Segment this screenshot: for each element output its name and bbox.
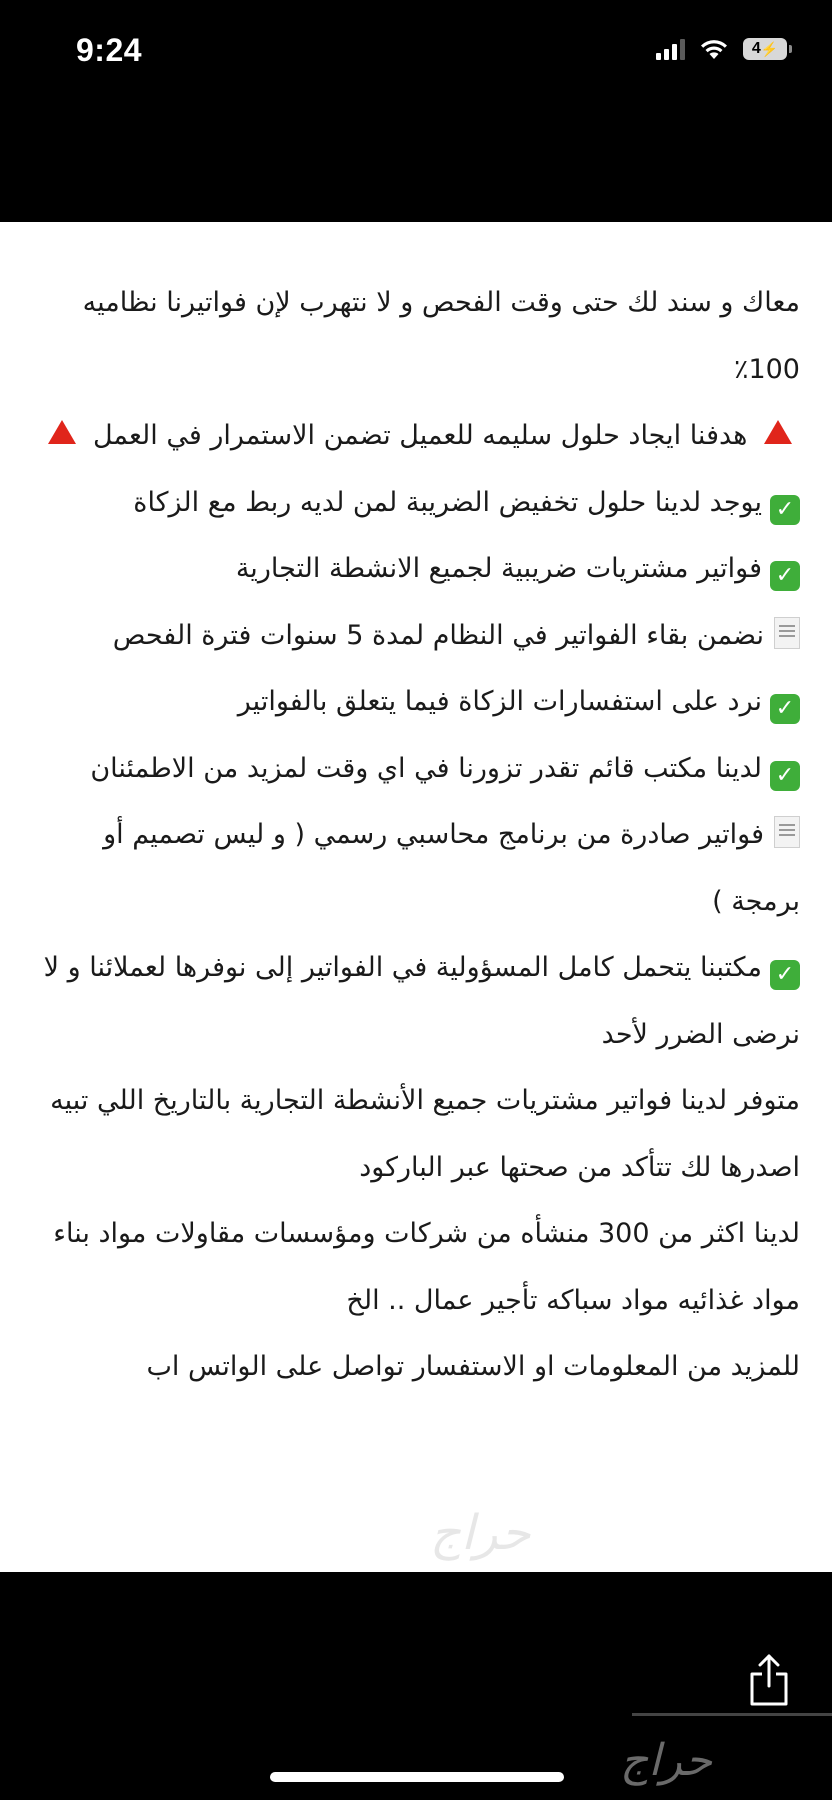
post-content — [0, 222, 832, 1572]
line-1: معاك و سند لك حتى وقت الفحص و لا نتهرب لإن فواتيرنا نظاميه 100٪ — [82, 287, 800, 385]
line-8: فواتير صادرة من برنامج محاسبي رسمي ( و ليس تصميم أو برمجة ) — [28, 802, 800, 935]
check-mark-icon: ✓ — [770, 694, 800, 724]
post-text — [28, 270, 800, 1401]
share-icon[interactable] — [744, 1650, 794, 1710]
wifi-icon — [699, 38, 729, 60]
line-6: ✓نرد على استفسارات الزكاة فيما يتعلق بالفواتير — [28, 669, 800, 736]
line-9: ✓مكتبنا يتحمل كامل المسؤولية في الفواتير إلى نوفرها لعملائنا و لا نرضى الضرر لأحد — [43, 952, 800, 1050]
status-bar — [0, 0, 832, 110]
red-triangle-icon — [764, 420, 792, 444]
line-7: ✓لدينا مكتب قائم تقدر تزورنا في اي وقت لمزيد من الاطمئنان — [28, 736, 800, 803]
battery-level: 4 — [751, 40, 761, 57]
line-4: ✓فواتير مشتريات ضريبية لجميع الانشطة التجارية — [28, 536, 800, 603]
divider — [632, 1713, 832, 1716]
check-mark-icon: ✓ — [770, 561, 800, 591]
haraj-watermark: حراج — [430, 1505, 531, 1561]
red-triangle-icon — [48, 420, 76, 444]
check-mark-icon: ✓ — [770, 960, 800, 990]
receipt-icon — [774, 617, 800, 649]
check-mark-icon: ✓ — [770, 495, 800, 525]
line-5: نضمن بقاء الفواتير في النظام لمدة 5 سنوات فترة الفحص — [28, 603, 800, 670]
receipt-icon — [774, 816, 800, 848]
battery-icon: 4 ⚡ — [743, 38, 792, 60]
status-icons — [656, 38, 792, 60]
line-10: متوفر لدينا فواتير مشتريات جميع الأنشطة التجارية بالتاريخ اللي تبيه اصدرها لك تتأكد من صحتها عبر الباركود — [50, 1085, 800, 1183]
cellular-signal-icon — [656, 38, 685, 60]
status-time: 9:24 — [76, 32, 143, 68]
line-2: هدفنا ايجاد حلول سليمه للعميل تضمن الاستمرار في العمل — [28, 403, 800, 470]
line-11: لدينا اكثر من 300 منشأه من شركات ومؤسسات مقاولات مواد بناء مواد غذائيه مواد سباكه تأجير عمال .. الخ — [53, 1218, 800, 1316]
line-3: ✓يوجد لدينا حلول تخفيض الضريبة لمن لديه ربط مع الزكاة — [28, 470, 800, 537]
line-12: للمزيد من المعلومات او الاستفسار تواصل على الواتس اب — [146, 1351, 800, 1382]
home-indicator[interactable] — [270, 1772, 564, 1782]
haraj-logo: حراج — [620, 1735, 713, 1786]
check-mark-icon: ✓ — [770, 761, 800, 791]
